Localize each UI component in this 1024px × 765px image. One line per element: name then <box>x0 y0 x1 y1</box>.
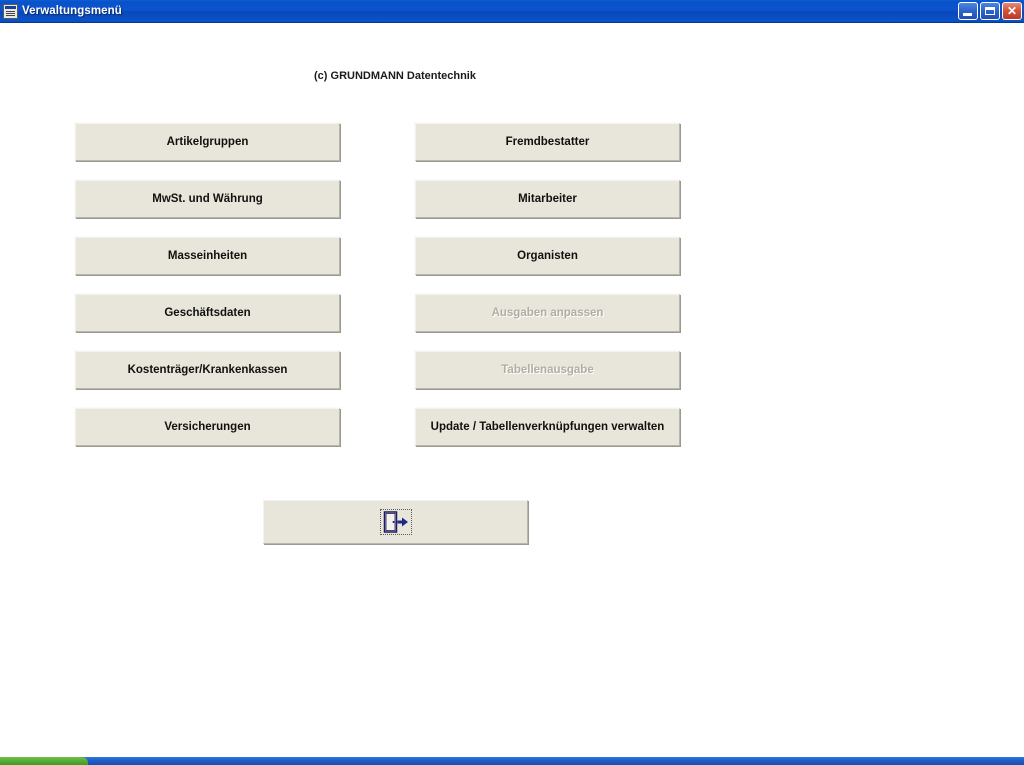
application-window-icon <box>3 4 18 19</box>
window-titlebar[interactable] <box>0 0 1024 23</box>
close-button[interactable] <box>1002 2 1022 20</box>
button-kostentraeger-krankenkassen[interactable] <box>75 351 340 389</box>
button-label: Masseinheiten <box>167 249 248 262</box>
button-mitarbeiter[interactable] <box>415 180 680 218</box>
maximize-icon <box>985 7 995 15</box>
exit-door-icon <box>383 511 409 533</box>
close-icon: ✕ <box>1006 3 1018 18</box>
button-label: Mitarbeiter <box>518 192 577 205</box>
button-label: MwSt. und Währung <box>152 192 263 205</box>
button-geschaeftsdaten[interactable] <box>75 294 340 332</box>
taskbar[interactable] <box>0 757 1024 765</box>
button-label: Geschäftsdaten <box>164 306 251 319</box>
exit-button[interactable] <box>263 500 528 544</box>
form-client-area <box>0 23 1024 735</box>
button-label: Versicherungen <box>164 420 251 433</box>
button-tabellenausgabe <box>415 351 680 389</box>
minimize-button[interactable] <box>958 2 978 20</box>
button-label: Organisten <box>517 249 578 262</box>
copyright-label: (c) GRUNDMANN Datentechnik <box>314 70 476 82</box>
button-update-tabellenverknuepfungen-verwalten[interactable] <box>415 408 680 446</box>
minimize-icon <box>963 13 972 16</box>
button-versicherungen[interactable] <box>75 408 340 446</box>
window-title: Verwaltungsmenü <box>22 5 122 17</box>
button-artikelgruppen[interactable] <box>75 123 340 161</box>
button-organisten[interactable] <box>415 237 680 275</box>
button-label: Kostenträger/Krankenkassen <box>127 363 288 376</box>
button-label: Artikelgruppen <box>166 135 249 148</box>
focus-outline <box>380 509 412 535</box>
button-mwst-und-waehrung[interactable] <box>75 180 340 218</box>
button-label: Ausgaben anpassen <box>491 306 604 319</box>
button-masseinheiten[interactable] <box>75 237 340 275</box>
window-controls <box>958 2 1022 20</box>
button-fremdbestatter[interactable] <box>415 123 680 161</box>
maximize-button[interactable] <box>980 2 1000 20</box>
button-label: Fremdbestatter <box>505 135 590 148</box>
button-label: Tabellenausgabe <box>501 363 594 376</box>
button-label: Update / Tabellenverknüpfungen verwalten <box>430 420 665 433</box>
start-button[interactable] <box>0 757 88 765</box>
button-ausgaben-anpassen <box>415 294 680 332</box>
